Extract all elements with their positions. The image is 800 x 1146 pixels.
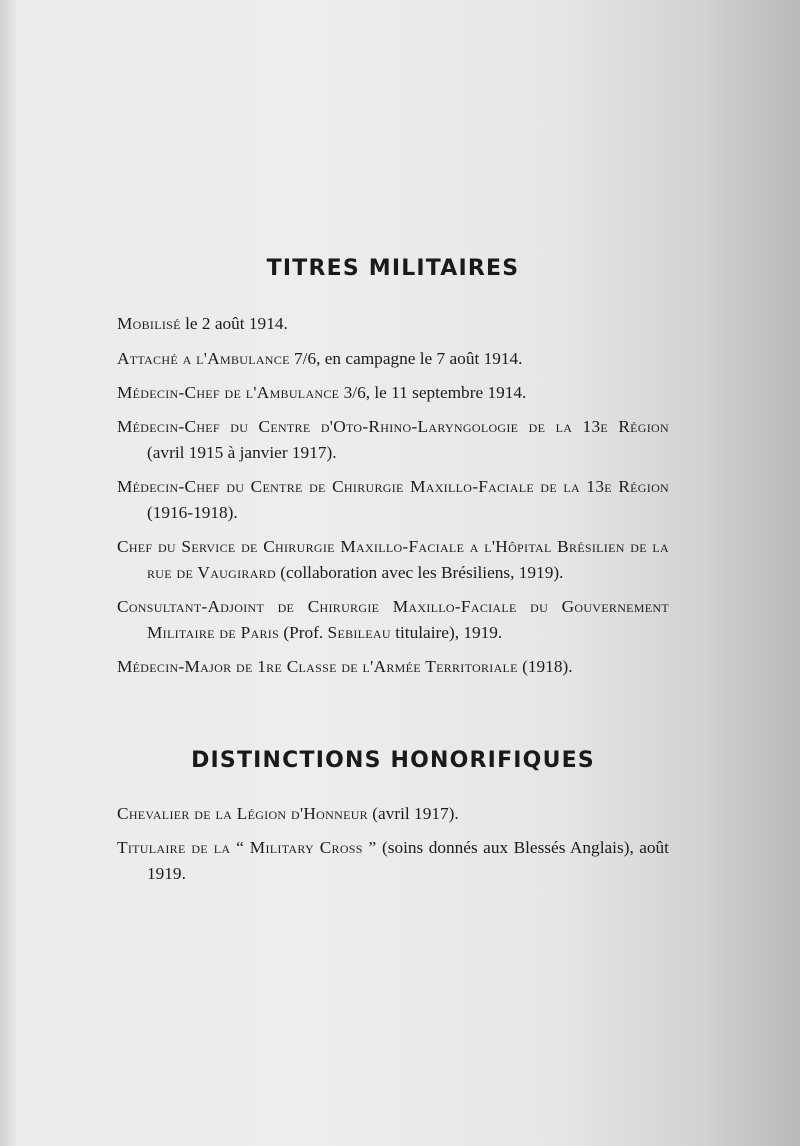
entry-heading: Médecin-Chef du Centre d'Oto-Rhino-Laryngologie de la 13e Région <box>117 417 669 436</box>
honors-list <box>117 801 669 895</box>
entry-heading: Attaché a l'Ambulance <box>117 349 290 368</box>
entry-text: (collaboration avec les Brésiliens, 1919). <box>275 563 564 582</box>
entry-heading: Titulaire de la “ Military Cross ” <box>117 838 377 857</box>
entry-heading: Médecin-Major de 1re Classe de l'Armée Territoriale <box>117 657 518 676</box>
entry-heading: Mobilisé <box>117 314 181 333</box>
entry-text: titulaire), 1919. <box>390 623 503 642</box>
entry-text: 3/6, le 11 septembre 1914. <box>339 383 527 402</box>
entry-text: (avril 1915 à janvier 1917). <box>147 443 337 462</box>
list-item <box>117 801 669 827</box>
list-item <box>117 534 669 586</box>
list-item <box>117 346 669 372</box>
military-titles-list <box>117 311 669 688</box>
entry-heading: Médecin-Chef du Centre de Chirurgie Maxillo-Faciale de la 13e Région <box>117 477 669 496</box>
entry-text-before: (Prof. <box>279 623 328 642</box>
list-item <box>117 594 669 646</box>
entry-heading: Médecin-Chef de l'Ambulance <box>117 383 340 402</box>
section-title-military: TITRES MILITAIRES <box>266 256 520 281</box>
entry-person-name: Sebileau <box>327 623 391 642</box>
list-item <box>117 414 669 466</box>
entry-text: (1916-1918). <box>147 503 238 522</box>
list-item <box>117 474 669 526</box>
entry-text: 7/6, en campagne le 7 août 1914. <box>289 349 523 368</box>
list-item <box>117 835 669 887</box>
section-title-honors: DISTINCTIONS HONORIFIQUES <box>191 748 595 773</box>
entry-heading: Consultant-Adjoint de Chirurgie Maxillo-Faciale du Gouvernement Militaire de Paris <box>117 597 669 642</box>
list-item <box>117 380 669 406</box>
entry-text: (soins donnés aux Blessés Anglais), août 1919. <box>147 838 669 883</box>
entry-text: (1918). <box>517 657 573 676</box>
list-item <box>117 311 669 337</box>
entry-text: (avril 1917). <box>367 804 459 823</box>
entry-heading: Chef du Service de Chirurgie Maxillo-Faciale a l'Hôpital Brésilien de la rue de Vaugirard <box>117 537 669 582</box>
list-item <box>117 654 669 680</box>
entry-text: le 2 août 1914. <box>180 314 288 333</box>
entry-heading: Chevalier de la Légion d'Honneur <box>117 804 368 823</box>
binding-shadow <box>0 0 18 1146</box>
